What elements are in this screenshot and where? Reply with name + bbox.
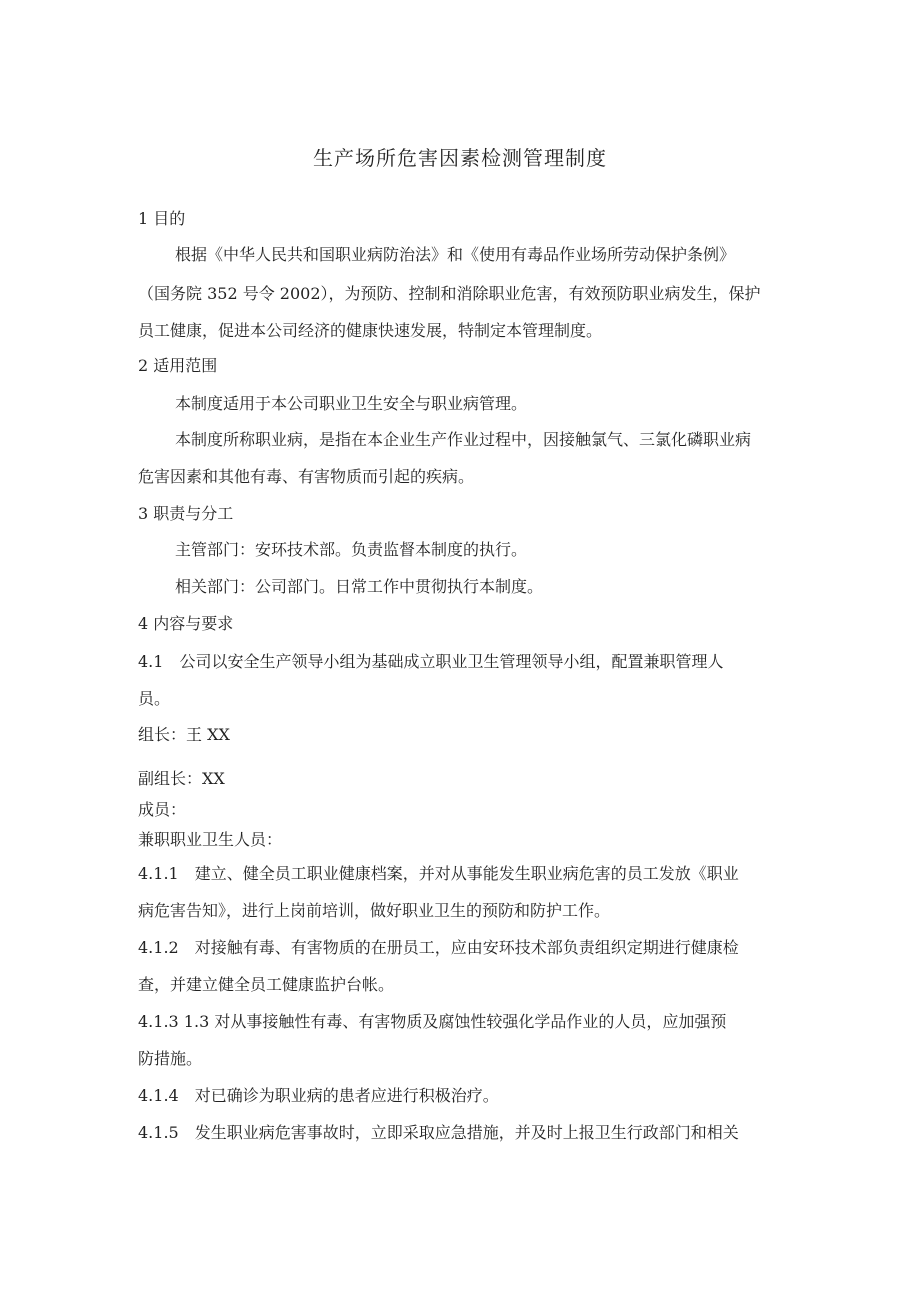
- deputy-leader-line: 副组长：XX: [138, 769, 225, 788]
- paragraph-line: 主管部门：安环技术部。负责监督本制度的执行。: [175, 540, 528, 559]
- section-heading-responsibilities: 3 职责与分工: [138, 504, 234, 523]
- paragraph-line: 危害因素和其他有毒、有害物质而引起的疾病。: [138, 467, 475, 486]
- paragraph-line: 病危害告知》，进行上岗前培训，做好职业卫生的预防和防护工作。: [138, 901, 611, 920]
- document-title: 生产场所危害因素检测管理制度: [313, 146, 607, 170]
- paragraph-line: 4.1.3 1.3 对从事接触性有毒、有害物质及腐蚀性较强化学品作业的人员，应加强预: [138, 1012, 727, 1031]
- paragraph-line: 本制度适用于本公司职业卫生安全与职业病管理。: [175, 394, 528, 413]
- paragraph-line: 本制度所称职业病，是指在本企业生产作业过程中，因接触氯气、三氯化磷职业病: [175, 430, 752, 449]
- paragraph-line: 4.1.2 对接触有毒、有害物质的在册员工，应由安环技术部负责组织定期进行健康检: [138, 938, 739, 957]
- paragraph-line: 4.1.1 建立、健全员工职业健康档案，并对从事能发生职业病危害的员工发放《职业: [138, 864, 739, 883]
- members-line: 成员：: [138, 800, 187, 819]
- section-heading-content: 4 内容与要求: [138, 614, 234, 633]
- paragraph-line: 4.1.4 对已确诊为职业病的患者应进行积极治疗。: [138, 1086, 499, 1105]
- paragraph-line: 查，并建立健全员工健康监护台帐。: [138, 975, 395, 994]
- paragraph-line: 根据《中华人民共和国职业病防治法》和《使用有毒品作业场所劳动保护条例》: [175, 245, 736, 264]
- paragraph-line: 防措施。: [138, 1049, 203, 1068]
- paragraph-line: 员工健康，促进本公司经济的健康快速发展，特制定本管理制度。: [138, 321, 603, 340]
- group-leader-line: 组长：王 XX: [138, 725, 230, 744]
- paragraph-line: 4.1.5 发生职业病危害事故时，立即采取应急措施，并及时上报卫生行政部门和相关: [138, 1123, 739, 1142]
- paragraph-line: 相关部门：公司部门。日常工作中贯彻执行本制度。: [175, 577, 544, 596]
- part-time-staff-line: 兼职职业卫生人员：: [138, 830, 283, 849]
- paragraph-line: 员。: [138, 689, 171, 708]
- section-heading-scope: 2 适用范围: [138, 356, 218, 375]
- paragraph-line: （国务院 352 号令 2002），为预防、控制和消除职业危害，有效预防职业病发生，保护: [138, 284, 761, 303]
- section-heading-purpose: 1 目的: [138, 209, 186, 228]
- paragraph-line: 4.1 公司以安全生产领导小组为基础成立职业卫生管理领导小组，配置兼职管理人: [138, 652, 724, 671]
